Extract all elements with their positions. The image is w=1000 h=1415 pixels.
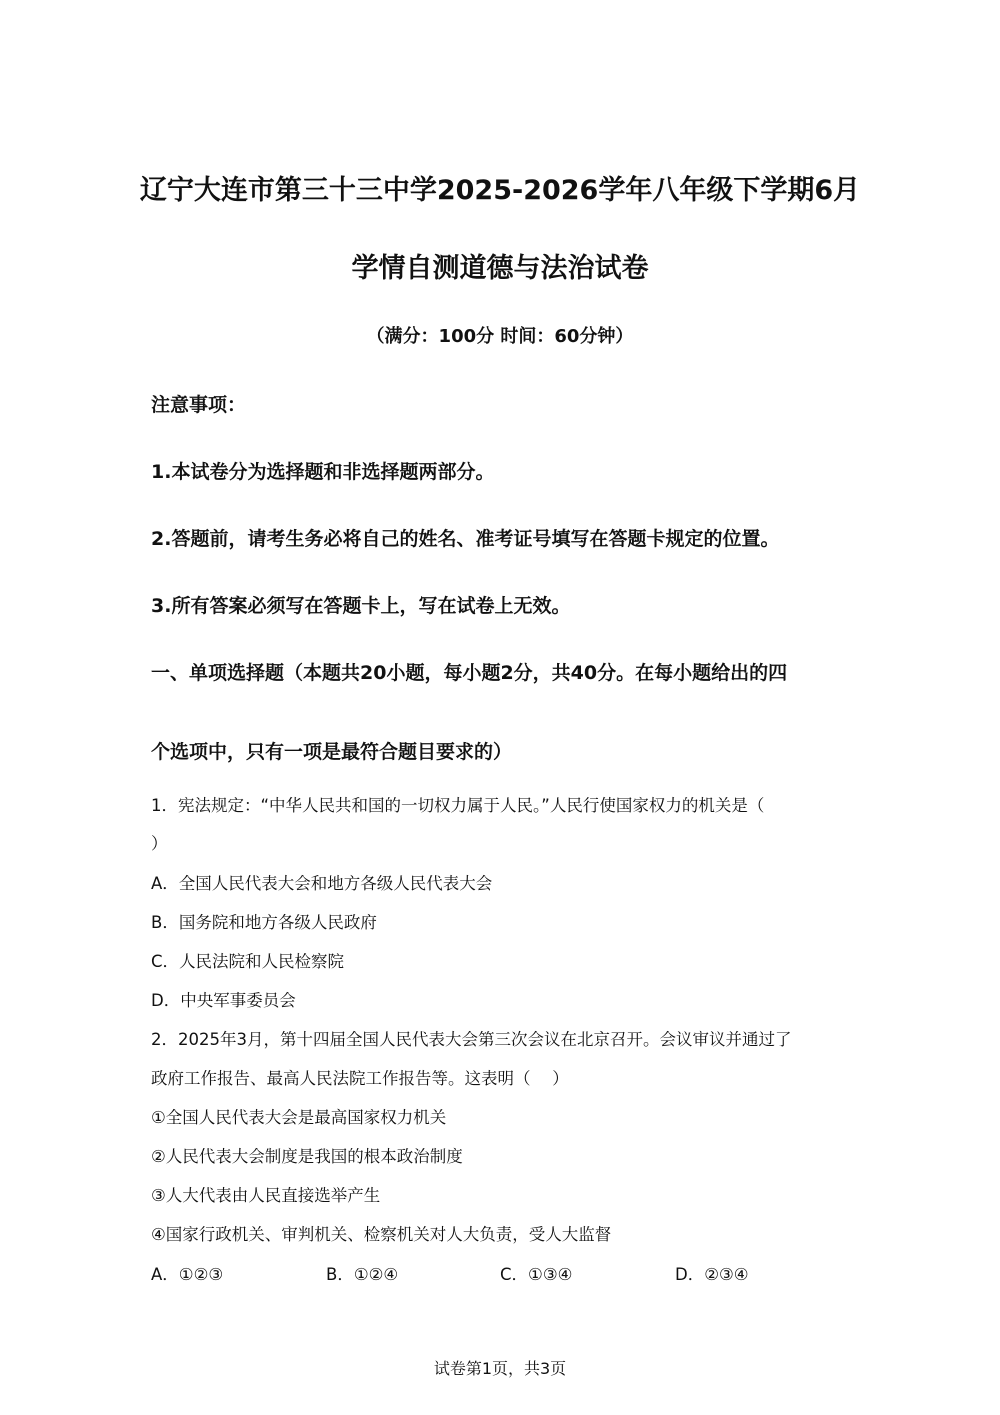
notice-heading: 注意事项： [151, 394, 247, 416]
notice-item-3: 3.所有答案必须写在答题卡上，写在试卷上无效。 [151, 595, 571, 617]
question-1-option-d: D．中央军事委员会 [151, 991, 296, 1010]
question-2-option-b: B．①②④ [326, 1265, 399, 1284]
question-1-option-c: C．人民法院和人民检察院 [151, 952, 345, 971]
question-2-option-c: C．①③④ [500, 1265, 573, 1284]
question-2-stem-line1: 2．2025年3月，第十四届全国人民代表大会第三次会议在北京召开。会议审议并通过了 [151, 1030, 792, 1049]
exam-title-line1: 辽宁大连市第三十三中学2025-2026学年八年级下学期6月 [139, 175, 861, 206]
exam-title-line2: 学情自测道德与法治试卷 [351, 253, 649, 284]
question-1-stem-line2: ） [151, 834, 168, 853]
section-heading-line1: 一、单项选择题（本题共20小题，每小题2分，共40分。在每小题给出的四 [151, 662, 788, 684]
notice-item-2: 2.答题前，请考生务必将自己的姓名、准考证号填写在答题卡规定的位置。 [151, 528, 780, 550]
question-2-stem-line2: 政府工作报告、最高人民法院工作报告等。这表明（ ） [151, 1069, 569, 1088]
question-1-option-b: B．国务院和地方各级人民政府 [151, 913, 377, 932]
exam-subtitle: （满分：100分 时间：60分钟） [366, 326, 634, 347]
question-2-statement-4: ④国家行政机关、审判机关、检察机关对人大负责，受人大监督 [151, 1225, 612, 1244]
question-1-stem-line1: 1．宪法规定：“中华人民共和国的一切权力属于人民。”人民行使国家权力的机关是（ [151, 796, 765, 815]
question-2-statement-2: ②人民代表大会制度是我国的根本政治制度 [151, 1147, 463, 1166]
notice-item-1: 1.本试卷分为选择题和非选择题两部分。 [151, 461, 495, 483]
section-heading-line2: 个选项中，只有一项是最符合题目要求的） [151, 741, 513, 763]
question-2-statement-3: ③人大代表由人民直接选举产生 [151, 1186, 381, 1205]
question-2-option-d: D．②③④ [675, 1265, 749, 1284]
question-1-option-a: A．全国人民代表大会和地方各级人民代表大会 [151, 874, 493, 893]
question-2-statement-1: ①全国人民代表大会是最高国家权力机关 [151, 1108, 447, 1127]
page-footer: 试卷第1页，共3页 [433, 1359, 567, 1378]
question-2-option-a: A．①②③ [151, 1265, 224, 1284]
